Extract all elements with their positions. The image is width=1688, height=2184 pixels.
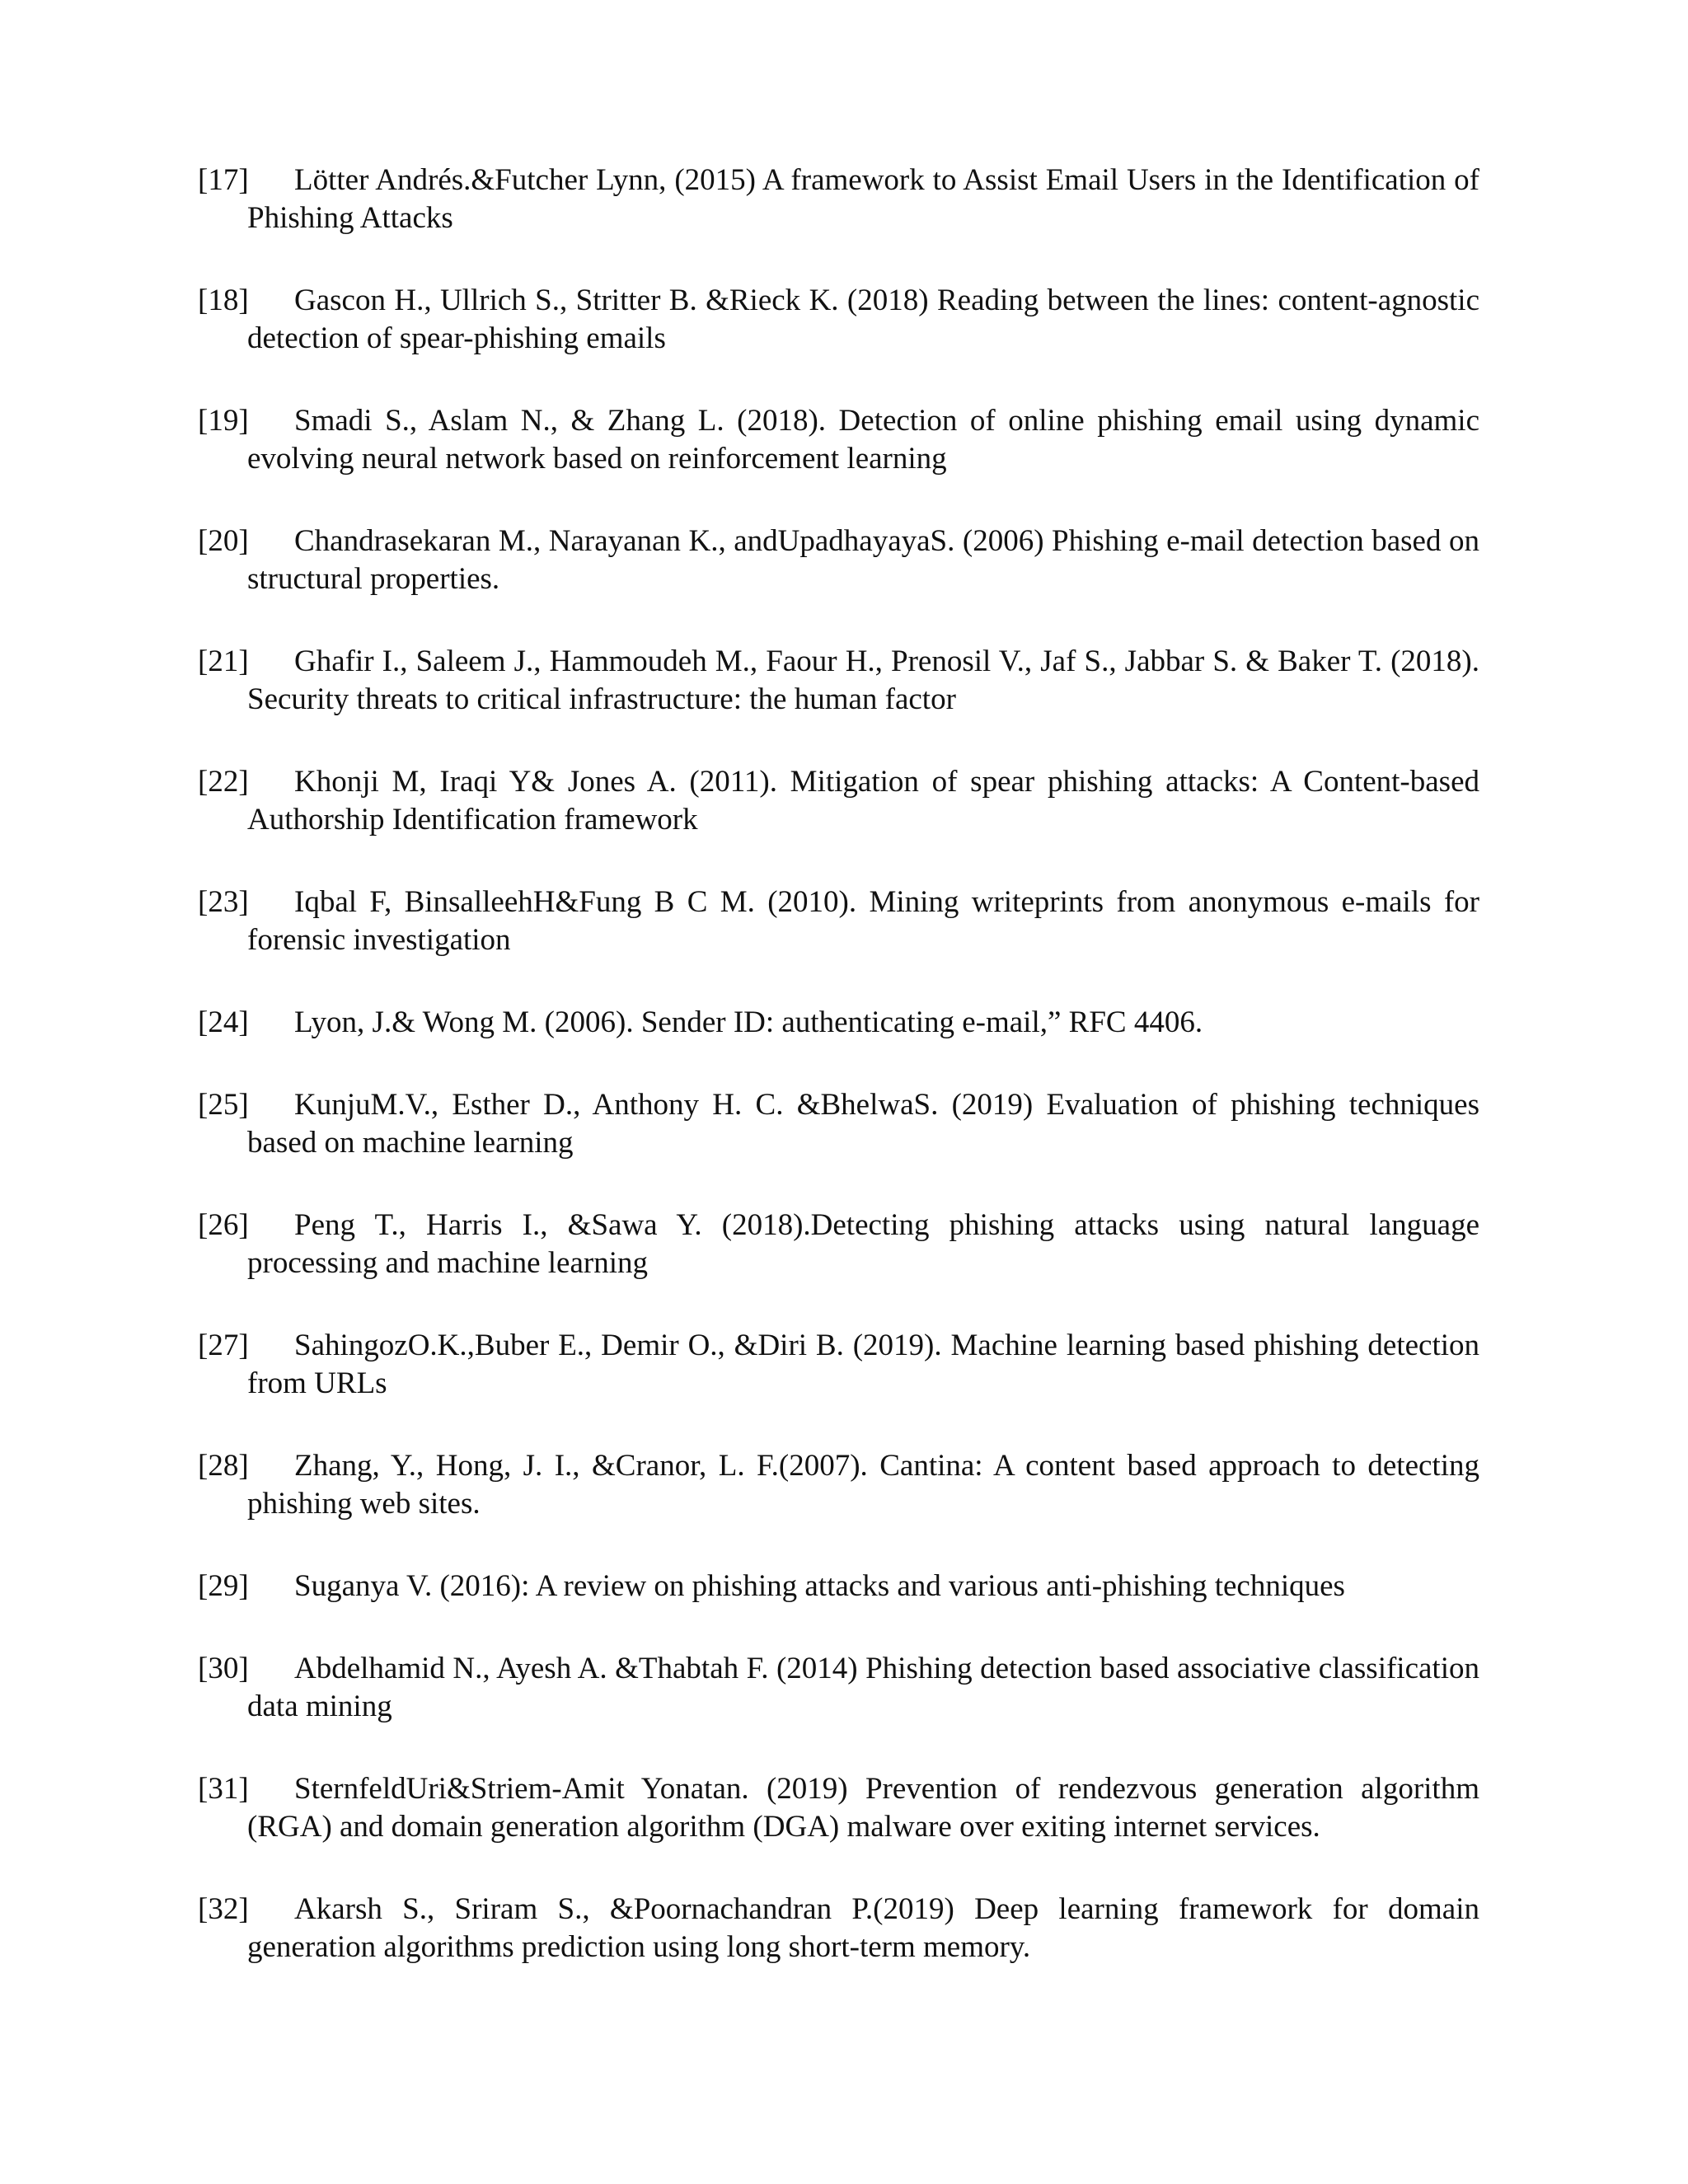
- reference-item: [198, 1086, 1479, 1162]
- reference-text: Smadi S., Aslam N., & Zhang L. (2018). Detection of online phishing email using dynamic evolving neural network based on reinforcement learning: [247, 404, 1479, 476]
- reference-text: Gascon H., Ullrich S., Stritter B. &Rieck K. (2018) Reading between the lines: content-agnostic detection of spear-phishing emails: [247, 284, 1479, 355]
- reference-text: Khonji M, Iraqi Y& Jones A. (2011). Mitigation of spear phishing attacks: A Content-based Authorship Identification framework: [247, 765, 1479, 837]
- reference-text: Chandrasekaran M., Narayanan K., andUpadhayayaS. (2006) Phishing e-mail detection based on structural properties.: [247, 524, 1479, 596]
- reference-number: [29]: [198, 1569, 249, 1603]
- reference-number: [32]: [198, 1892, 249, 1926]
- reference-item: [198, 282, 1479, 358]
- reference-item: [198, 1207, 1479, 1282]
- reference-list: [198, 162, 1479, 2011]
- reference-text: Peng T., Harris I., &Sawa Y. (2018).Detecting phishing attacks using natural language processing and machine learning: [247, 1208, 1479, 1280]
- reference-number: [22]: [198, 765, 249, 799]
- reference-text: Lyon, J.& Wong M. (2006). Sender ID: authenticating e-mail,” RFC 4406.: [294, 1005, 1203, 1039]
- reference-text: Abdelhamid N., Ayesh A. &Thabtah F. (2014) Phishing detection based associative classification data mining: [247, 1652, 1479, 1723]
- reference-number: [19]: [198, 404, 249, 438]
- reference-number: [23]: [198, 885, 249, 919]
- reference-item: [198, 1327, 1479, 1403]
- reference-item: [198, 1004, 1479, 1042]
- reference-text: SternfeldUri&Striem-Amit Yonatan. (2019) Prevention of rendezvous generation algorithm (RGA) and domain generation algorithm (DGA) malware over exiting internet services.: [247, 1772, 1479, 1844]
- reference-item: [198, 1770, 1479, 1846]
- reference-text: Iqbal F, BinsalleehH&Fung B C M. (2010). Mining writeprints from anonymous e-mails for forensic investigation: [247, 885, 1479, 957]
- reference-text: SahingozO.K.,Buber E., Demir O., &Diri B. (2019). Machine learning based phishing detection from URLs: [247, 1329, 1479, 1400]
- reference-number: [20]: [198, 524, 249, 558]
- reference-number: [30]: [198, 1652, 249, 1685]
- reference-number: [21]: [198, 644, 249, 678]
- reference-item: [198, 1447, 1479, 1523]
- reference-item: [198, 643, 1479, 719]
- reference-text: Akarsh S., Sriram S., &Poornachandran P.(2019) Deep learning framework for domain generation algorithms prediction using long short-term memory.: [247, 1892, 1479, 1964]
- reference-number: [24]: [198, 1005, 249, 1039]
- reference-number: [28]: [198, 1449, 249, 1483]
- reference-number: [27]: [198, 1329, 249, 1362]
- reference-item: [198, 402, 1479, 478]
- reference-item: [198, 523, 1479, 598]
- reference-number: [26]: [198, 1208, 249, 1242]
- reference-text: Suganya V. (2016): A review on phishing attacks and various anti-phishing techniques: [294, 1569, 1345, 1603]
- reference-number: [18]: [198, 284, 249, 317]
- reference-item: [198, 1650, 1479, 1726]
- reference-text: KunjuM.V., Esther D., Anthony H. C. &BhelwaS. (2019) Evaluation of phishing techniques based on machine learning: [247, 1088, 1479, 1160]
- reference-item: [198, 162, 1479, 237]
- reference-item: [198, 763, 1479, 839]
- reference-number: [25]: [198, 1088, 249, 1122]
- reference-text: Ghafir I., Saleem J., Hammoudeh M., Faour H., Prenosil V., Jaf S., Jabbar S. & Baker T. (2018). Security threats to critical infrastructure: the human factor: [247, 644, 1479, 716]
- reference-number: [31]: [198, 1772, 249, 1806]
- reference-item: [198, 1568, 1479, 1605]
- reference-text: Lötter Andrés.&Futcher Lynn, (2015) A framework to Assist Email Users in the Identification of Phishing Attacks: [247, 163, 1479, 235]
- reference-item: [198, 883, 1479, 959]
- reference-number: [17]: [198, 163, 249, 197]
- reference-item: [198, 1891, 1479, 1966]
- reference-text: Zhang, Y., Hong, J. I., &Cranor, L. F.(2007). Cantina: A content based approach to detecting phishing web sites.: [247, 1449, 1479, 1521]
